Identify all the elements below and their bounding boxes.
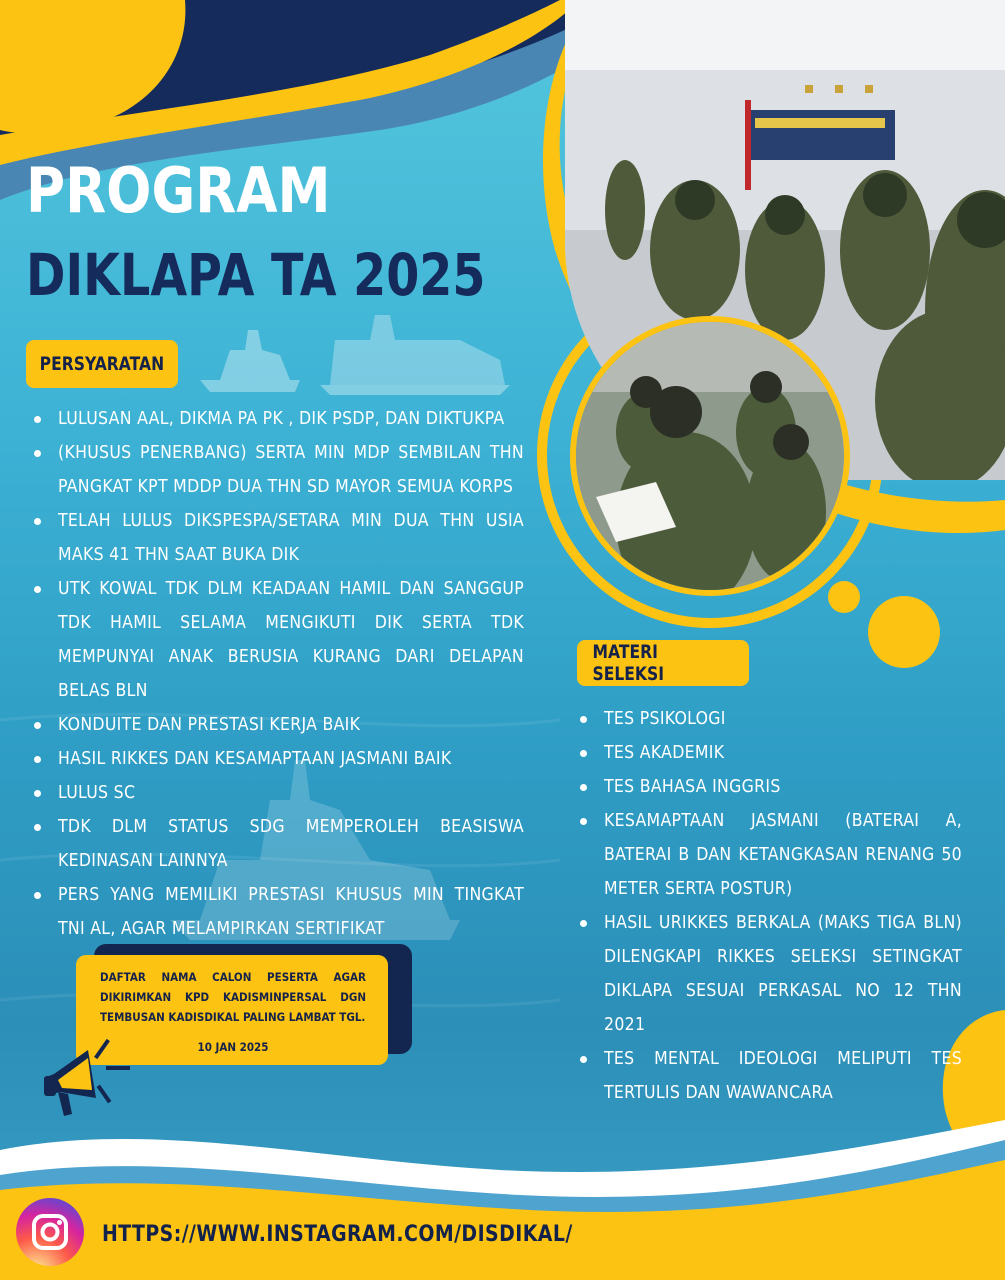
notice-line-2: DIKIRIMKAN KPD KADISMINPERSAL DGN: [100, 990, 366, 1004]
megaphone-icon: [38, 1030, 138, 1120]
instagram-icon[interactable]: [16, 1198, 84, 1266]
notice-line-1: DAFTAR NAMA CALON PESERTA AGAR: [100, 970, 366, 984]
list-item: TES MENTAL IDEOLOGI MELIPUTI TES TERTULIS DAN WAWANCARA: [574, 1042, 962, 1110]
warship-silhouette: [200, 300, 520, 400]
list-item: TELAH LULUS DIKSPESPA/SETARA MIN DUA THN USIA MAKS 41 THN SAAT BUKA DIK: [28, 504, 524, 572]
list-item: UTK KOWAL TDK DLM KEADAAN HAMIL DAN SANGGUP TDK HAMIL SELAMA MENGIKUTI DIK SERTA TDK MEMPUNYAI ANAK BERUSIA KURANG DARI DELAPAN BELAS BLN: [28, 572, 524, 708]
list-item: TES PSIKOLOGI: [574, 702, 962, 736]
persyaratan-label: PERSYARATAN: [39, 353, 165, 375]
materi-label: MATERI SELEKSI: [592, 641, 665, 685]
notice-line-3: TEMBUSAN KADISDIKAL PALING LAMBAT TGL.: [100, 1010, 366, 1024]
list-item: HASIL RIKKES DAN KESAMAPTAAN JASMANI BAIK: [28, 742, 524, 776]
list-item: TES BAHASA INGGRIS: [574, 770, 962, 804]
instagram-link[interactable]: HTTPS://WWW.INSTAGRAM.COM/DISDIKAL/: [102, 1222, 573, 1247]
notice-date: 10 JAN 2025: [197, 1040, 269, 1054]
list-item: LULUS SC: [28, 776, 524, 810]
list-item: PERS YANG MEMILIKI PRESTASI KHUSUS MIN TINGKAT TNI AL, AGAR MELAMPIRKAN SERTIFIKAT: [28, 878, 524, 946]
exam-photo: [570, 316, 850, 596]
persyaratan-badge: [26, 340, 178, 388]
persyaratan-list: [28, 402, 524, 946]
list-item: KONDUITE DAN PRESTASI KERJA BAIK: [28, 708, 524, 742]
list-item: (KHUSUS PENERBANG) SERTA MIN MDP SEMBILAN THN PANGKAT KPT MDDP DUA THN SD MAYOR SEMUA KORPS: [28, 436, 524, 504]
materi-list: [574, 702, 962, 1110]
list-item: LULUSAN AAL, DIKMA PA PK , DIK PSDP, DAN DIKTUKPA: [28, 402, 524, 436]
list-item: KESAMAPTAAN JASMANI (BATERAI A, BATERAI B DAN KETANGKASAN RENANG 50 METER SERTA POSTUR): [574, 804, 962, 906]
title-program: PROGRAM: [26, 154, 331, 227]
list-item: HASIL URIKKES BERKALA (MAKS TIGA BLN) DILENGKAPI RIKKES SELEKSI SETINGKAT DIKLAPA SESUAI PERKASAL NO 12 THN 2021: [574, 906, 962, 1042]
title-diklapa: DIKLAPA TA 2025: [26, 241, 486, 309]
materi-badge: [577, 640, 749, 686]
list-item: TDK DLM STATUS SDG MEMPEROLEH BEASISWA KEDINASAN LAINNYA: [28, 810, 524, 878]
list-item: TES AKADEMIK: [574, 736, 962, 770]
